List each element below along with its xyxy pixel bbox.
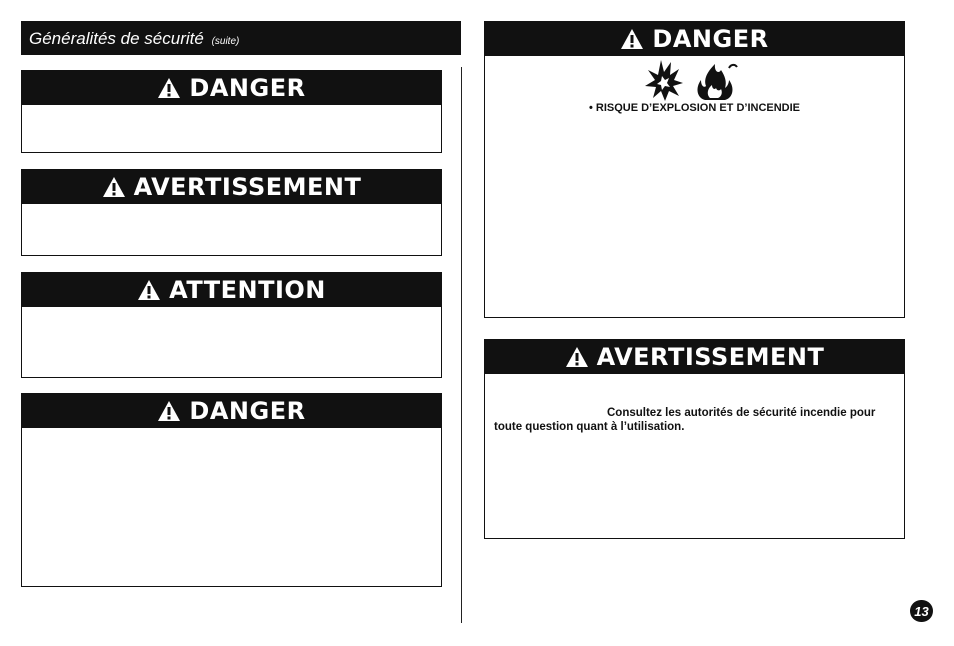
avertissement-box-1	[21, 169, 442, 256]
warning-triangle-icon	[157, 400, 181, 422]
warning-triangle-icon	[157, 77, 181, 99]
hazard-warning-text: • RISQUE D’EXPLOSION ET D’INCENDIE	[588, 102, 801, 114]
section-header	[21, 21, 461, 55]
warning-triangle-icon	[620, 28, 644, 50]
avertissement-box-1-label: AVERTISSEMENT	[133, 173, 362, 201]
fire-icon	[698, 64, 737, 100]
danger-box-3-label: DANGER	[652, 25, 769, 53]
avertissement-box-1-header	[22, 170, 441, 204]
attention-box-header	[22, 273, 441, 307]
danger-box-3	[484, 21, 905, 318]
avertissement-box-2-header	[485, 340, 904, 374]
warning-triangle-icon	[137, 279, 161, 301]
danger-box-1-header	[22, 71, 441, 105]
column-divider	[461, 67, 462, 623]
section-title: Généralités de sécurité	[29, 29, 204, 48]
avertissement-box-2	[484, 339, 905, 539]
danger-box-2-header	[22, 394, 441, 428]
danger-box-1-label: DANGER	[189, 74, 306, 102]
danger-box-2-label: DANGER	[189, 397, 306, 425]
section-subtitle: (suite)	[211, 36, 240, 47]
danger-box-1	[21, 70, 442, 153]
danger-box-3-header	[485, 22, 904, 56]
hazard-icons	[643, 58, 743, 102]
page-number: 13	[910, 600, 933, 622]
warning-triangle-icon	[102, 176, 126, 198]
attention-box-label: ATTENTION	[169, 276, 326, 304]
attention-box	[21, 272, 442, 378]
warning-triangle-icon	[565, 346, 589, 368]
danger-box-2	[21, 393, 442, 587]
avertissement-box-2-label: AVERTISSEMENT	[596, 343, 825, 371]
consult-authorities-text: Consultez les autorités de sécurité incendie pour toute question quant à l’utilisation.	[494, 407, 876, 433]
explosion-icon	[645, 60, 683, 101]
